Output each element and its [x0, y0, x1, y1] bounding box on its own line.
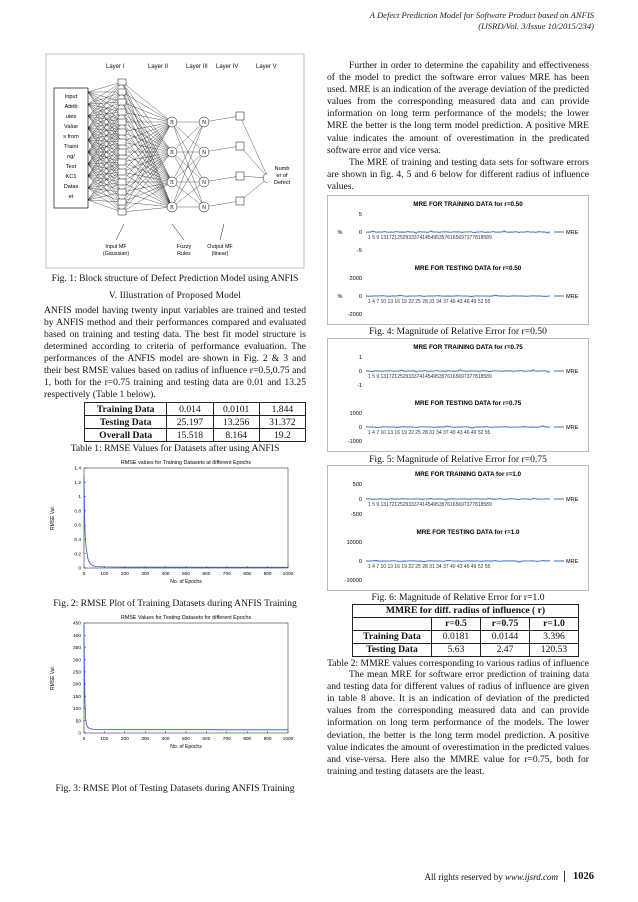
x-tick-labels: 1 5 9 1317212529333741454953576165697377818589	[368, 235, 492, 242]
page-number: 1026	[564, 871, 594, 882]
y-tick-label: 100	[72, 707, 81, 713]
table2-cell: 5.63	[432, 643, 481, 656]
y-tick-label: -500	[350, 512, 362, 519]
legend-label: MRE	[566, 497, 579, 504]
table2-cell: 0.0144	[481, 630, 530, 643]
table1-row-label: Overall Data	[85, 429, 167, 442]
y-tick-label: 0.6	[74, 523, 81, 529]
plot-area	[84, 468, 288, 568]
header-title: A Defect Prediction Model for Software Product based on ANFIS	[369, 10, 594, 20]
x-axis-label: No. of Epochs	[170, 578, 202, 585]
mre-chart-title: MRE FOR TESTING DATA for r=0.75	[414, 399, 522, 407]
y-tick-label: 0	[358, 497, 362, 504]
legend-label: MRE	[566, 230, 579, 237]
y-tick-label: -2000	[347, 312, 362, 319]
x-tick-label: 900	[263, 737, 272, 743]
norm-n-symbol: N	[202, 180, 206, 186]
layer-5-label: Layer V	[256, 64, 277, 70]
right-column	[327, 60, 589, 778]
chart-title: RMSE Values for Testing Datasets for different Epochs	[120, 615, 252, 622]
y-tick-label: 0	[78, 731, 81, 737]
membership-node	[118, 99, 126, 105]
mre-chart-title: MRE FOR TRAINING DATA for r=1.0	[414, 471, 522, 479]
x-tick-label: 500	[181, 571, 191, 577]
footer	[425, 871, 595, 882]
mre-chart-title: MRE FOR TRAINING DATA for r=0.75	[413, 343, 523, 351]
fig3-chart	[44, 611, 306, 753]
mre-train-075-chart	[328, 339, 588, 395]
y-axis-label: %	[337, 294, 343, 301]
input-box-line: Test	[65, 164, 77, 170]
table2-row-label: Testing Data	[353, 643, 432, 656]
legend-label: MRE	[566, 294, 579, 301]
table1-row	[85, 403, 306, 416]
right-paragraph-3: The mean MRE for software error prediction of training data and testing data for different values of radius of influence are given in table 8 above. It is an indication of deviation of the predicted values from the corresponding measured data and can provide information on long term performance of the models. The lower deviation, the better is the long term model prediction. A positive value indicates the amount of overestimation in the predicted values and vise-versa. Here also the MMRE value for r=0.75, both for training and testing datasets are the least.	[327, 669, 589, 777]
layer-4-label: Layer IV	[216, 64, 239, 70]
x-tick-labels: 1 4 7 10 13 16 19 22 25 28 31 34 37 40 43 46 49 52 55	[368, 429, 491, 436]
membership-node	[118, 79, 126, 85]
input-box-line: Attrib	[64, 104, 78, 110]
membership-node	[118, 169, 126, 175]
x-tick-labels: 1 5 9 1317212529333741454953576165697377818589	[368, 502, 492, 509]
input-box-line: ng/	[67, 154, 75, 160]
table2-col-header: r=1.0	[530, 617, 579, 630]
y-tick-label: 0	[78, 566, 81, 572]
y-tick-label: 50	[75, 719, 81, 725]
mre-chart-title: MRE FOR TESTING DATA for r=1.0	[416, 529, 520, 537]
rule-pi-symbol: π	[169, 150, 175, 156]
membership-node	[118, 89, 126, 95]
y-tick-label: 1.4	[74, 466, 81, 472]
fig5-panel	[327, 338, 589, 452]
table1-cell: 0.0101	[213, 403, 259, 416]
consequent-node	[236, 172, 244, 180]
fig1-caption: Fig. 1: Block structure of Defect Prediction Model using ANFIS	[51, 273, 299, 284]
x-tick-label: 700	[222, 571, 231, 577]
table1-cell: 0.014	[167, 403, 213, 416]
x-tick-label: 800	[243, 571, 252, 577]
x-tick-label: 400	[161, 571, 170, 577]
x-tick-label: 600	[202, 737, 211, 743]
legend-label: MRE	[566, 559, 579, 566]
input-box-line: et	[68, 194, 74, 200]
table2-row	[353, 630, 579, 643]
output-box-line: er of	[276, 173, 288, 179]
y-tick-label: 1	[358, 354, 362, 361]
membership-node	[118, 119, 126, 125]
membership-node	[118, 129, 126, 135]
plot-area	[84, 623, 288, 733]
output-box-line: Numb	[274, 166, 290, 172]
y-tick-label: 10000	[346, 540, 362, 547]
y-tick-label: 1	[78, 494, 81, 500]
input-box-text	[63, 94, 79, 200]
fig6-panel	[327, 465, 589, 591]
fig4-caption: Fig. 4: Magnitude of Relative Error for r=0.50	[369, 326, 547, 338]
section-title: V. Illustration of Proposed Model	[108, 290, 242, 301]
layer-2-label: Layer II	[148, 64, 169, 70]
y-tick-label: 0.4	[74, 537, 81, 543]
y-tick-label: 250	[72, 670, 81, 676]
table1-caption: Table 1: RMSE Values for Datasets after using ANFIS	[70, 443, 280, 455]
table2-cell: 3.396	[530, 630, 579, 643]
header-volume: (IJSRD/Vol. 3/Issue 10/2015/234)	[478, 21, 594, 31]
input-box-line: Value	[64, 124, 78, 130]
fuzzy-rules-label: Fuzzy Rules	[176, 244, 192, 257]
table2-caption: Table 2: MMRE values corresponding to various radius of influence	[327, 657, 589, 669]
output-mf-label: Output MF (linear)	[207, 244, 233, 257]
x-tick-labels: 1 4 7 10 13 16 19 22 25 28 31 34 37 40 43 46 49 52 55	[368, 299, 491, 306]
chart-title: RMSE values for Training Datasets at different Epochs	[120, 459, 252, 466]
y-tick-label: 0	[358, 559, 362, 566]
x-tick-label: 1000	[282, 571, 294, 577]
x-tick-label: 200	[120, 737, 129, 743]
right-paragraph-1: Further in order to determine the capability and effectiveness of the model to predict the software error values MRE has been used. MRE is an indication of the average deviation of the predicted values from the corresponding measured data and can provide information on long term performance of the models; the lower MRE the better is the long term model prediction. A positive MRE value indicates the amount of overestimation in the predicated software error and vice versa.	[327, 60, 589, 156]
x-tick-labels: 1 5 9 1317212529333741454953576165697377818589	[368, 373, 492, 380]
table1-cell: 15.518	[167, 429, 213, 442]
consequent-node	[236, 197, 244, 205]
input-box-line: KC1	[65, 174, 77, 180]
norm-n-symbol: N	[202, 205, 206, 211]
y-tick-label: 450	[72, 621, 81, 627]
y-tick-label: 1000	[349, 410, 362, 417]
x-tick-label: 100	[100, 737, 109, 743]
mre-series-line	[366, 231, 550, 233]
table1-cell: 25.197	[167, 416, 213, 429]
x-tick-label: 600	[202, 571, 211, 577]
table1-row-label: Training Data	[85, 403, 167, 416]
input-box-line: Input	[64, 94, 78, 100]
table1	[84, 402, 306, 442]
table1-cell: 31.372	[259, 416, 305, 429]
output-box-line: Defect	[273, 180, 291, 186]
table2	[352, 604, 579, 657]
y-tick-label: 0.2	[74, 552, 81, 558]
y-tick-label: -1000	[347, 438, 362, 445]
fig6-caption: Fig. 6: Magnitude of Relative Error for r=1.0	[371, 592, 545, 604]
input-box-line: s from	[63, 134, 79, 140]
table2-row-label: Training Data	[353, 630, 432, 643]
rule-pi-symbol: π	[169, 205, 175, 211]
x-tick-label: 500	[181, 737, 191, 743]
table1-row	[85, 429, 306, 442]
y-tick-label: 0	[358, 230, 362, 237]
y-tick-label: 0	[358, 294, 362, 301]
table2-title: MMRE for diff. radius of influence ( r)	[353, 604, 579, 617]
rule-pi-symbol: π	[169, 180, 175, 186]
running-header	[370, 10, 594, 32]
layer-3-label: Layer III	[186, 64, 208, 70]
norm-n-symbol: N	[202, 120, 206, 126]
x-tick-label: 300	[141, 737, 150, 743]
y-tick-label: -5	[357, 248, 362, 255]
rule-pi-symbol: π	[169, 120, 175, 126]
x-tick-label: 300	[141, 571, 150, 577]
y-axis-label: %	[337, 230, 343, 237]
rmse-testing-chart	[44, 611, 306, 753]
y-tick-label: 200	[72, 682, 81, 688]
table1-row-label: Testing Data	[85, 416, 167, 429]
y-tick-label: 0.8	[74, 509, 81, 515]
x-tick-label: 700	[222, 737, 231, 743]
x-tick-label: 200	[120, 571, 129, 577]
layer-1-label: Layer I	[106, 64, 125, 70]
y-tick-label: 500	[352, 482, 362, 489]
y-tick-label: 150	[72, 695, 81, 701]
norm-n-symbol: N	[202, 150, 206, 156]
table1-cell: 13.256	[213, 416, 259, 429]
x-tick-label: 400	[161, 737, 170, 743]
fig4-panel	[327, 195, 589, 325]
y-tick-label: 0	[358, 424, 362, 431]
y-axis-label: RMSE Val.	[50, 505, 56, 530]
consequent-node	[236, 112, 244, 120]
table2-col-header: r=0.5	[432, 617, 481, 630]
y-axis-label: RMSE Val.	[50, 666, 56, 691]
fig3-caption: Fig. 3: RMSE Plot of Testing Datasets during ANFIS Training	[55, 783, 295, 795]
left-column	[44, 52, 306, 795]
table1-cell: 1.844	[259, 403, 305, 416]
y-tick-label: 400	[72, 634, 81, 640]
x-tick-label: 1000	[282, 737, 294, 743]
mre-series-line	[366, 369, 550, 371]
footer-text: All rights reserved by www.ijsrd.com	[424, 871, 558, 882]
x-tick-labels: 1 4 7 10 13 16 19 22 25 28 31 34 37 40 43 46 49 52 55	[368, 564, 491, 571]
y-tick-label: 0	[358, 368, 362, 375]
y-tick-label: -10000	[344, 578, 362, 585]
mre-series-line	[366, 295, 550, 297]
table2-corner	[353, 617, 432, 630]
mre-chart-title: MRE FOR TESTING DATA for r=0.50	[414, 265, 522, 273]
mre-chart-title: MRE FOR TRAINING DATA for r=0.50	[413, 201, 523, 209]
x-tick-label: 900	[263, 571, 272, 577]
membership-node	[118, 149, 126, 155]
x-axis-label: No. of Epochs	[170, 744, 202, 751]
x-tick-label: 0	[82, 737, 86, 743]
table2-cell: 2.47	[481, 643, 530, 656]
y-tick-label: 300	[72, 658, 81, 664]
membership-node	[118, 199, 126, 205]
y-tick-label: 1.2	[74, 480, 81, 486]
x-tick-label: 0	[82, 571, 86, 577]
table1-cell: 19.2	[259, 429, 305, 442]
fig1-diagram	[44, 52, 306, 270]
mre-train-050-chart	[328, 196, 588, 260]
mre-test-050-chart	[328, 260, 588, 324]
x-tick-label: 800	[243, 737, 252, 743]
legend-label: MRE	[566, 368, 579, 375]
x-tick-label: 100	[100, 571, 109, 577]
mre-series-line	[366, 426, 550, 428]
fig2-chart	[44, 456, 306, 588]
table1-row	[85, 416, 306, 429]
y-tick-label: 350	[72, 646, 81, 652]
table2-cell: 0.0181	[432, 630, 481, 643]
consequent-node	[236, 142, 244, 150]
y-tick-label: -1	[357, 382, 362, 389]
y-tick-label: 5	[358, 212, 362, 219]
legend-label: MRE	[566, 424, 579, 431]
table2-col-header: r=0.75	[481, 617, 530, 630]
membership-node	[118, 159, 126, 165]
anfis-structure-diagram	[44, 52, 306, 270]
table2-cell: 120.53	[530, 643, 579, 656]
input-box-line: utes	[65, 114, 77, 120]
table2-row	[353, 643, 579, 656]
mre-test-10-chart	[328, 524, 588, 590]
input-box-line: Traini	[64, 144, 78, 150]
mre-train-10-chart	[328, 466, 588, 524]
input-mf-label: Input MF (Gaussian)	[102, 244, 130, 257]
mre-test-075-chart	[328, 395, 588, 451]
membership-node	[118, 179, 126, 185]
fig2-caption: Fig. 2: RMSE Plot of Training Datasets during ANFIS Training	[53, 597, 297, 609]
rmse-training-chart	[44, 456, 306, 588]
membership-node	[118, 139, 126, 145]
input-box-line: Datas	[63, 184, 79, 190]
membership-node	[118, 189, 126, 195]
left-paragraph: ANFIS model having twenty input variables are trained and tested by ANFIS method and their performances compared and evaluated based on training and testing data. The best fit model structure is determined according to criteria of performance evaluation. The performances of the ANFIS model are shown in Fig. 2 & 3 and their best RMSE values based on radius of influence r=0.5,0.75 and 1, both for the r=0.75 training and testing data are 0.01 and 13.25 respectively (Table 1 below).	[44, 304, 306, 401]
membership-node	[118, 109, 126, 115]
fig5-caption: Fig. 5: Magnitude of Relative Error for r=0.75	[369, 453, 547, 465]
membership-node	[118, 209, 126, 215]
table1-cell: 8.164	[213, 429, 259, 442]
y-tick-label: 2000	[349, 276, 362, 283]
right-paragraph-2: The MRE of training and testing data sets for software errors are shown in fig. 4, 5 and 6 below for different radius of influence values.	[327, 156, 589, 192]
